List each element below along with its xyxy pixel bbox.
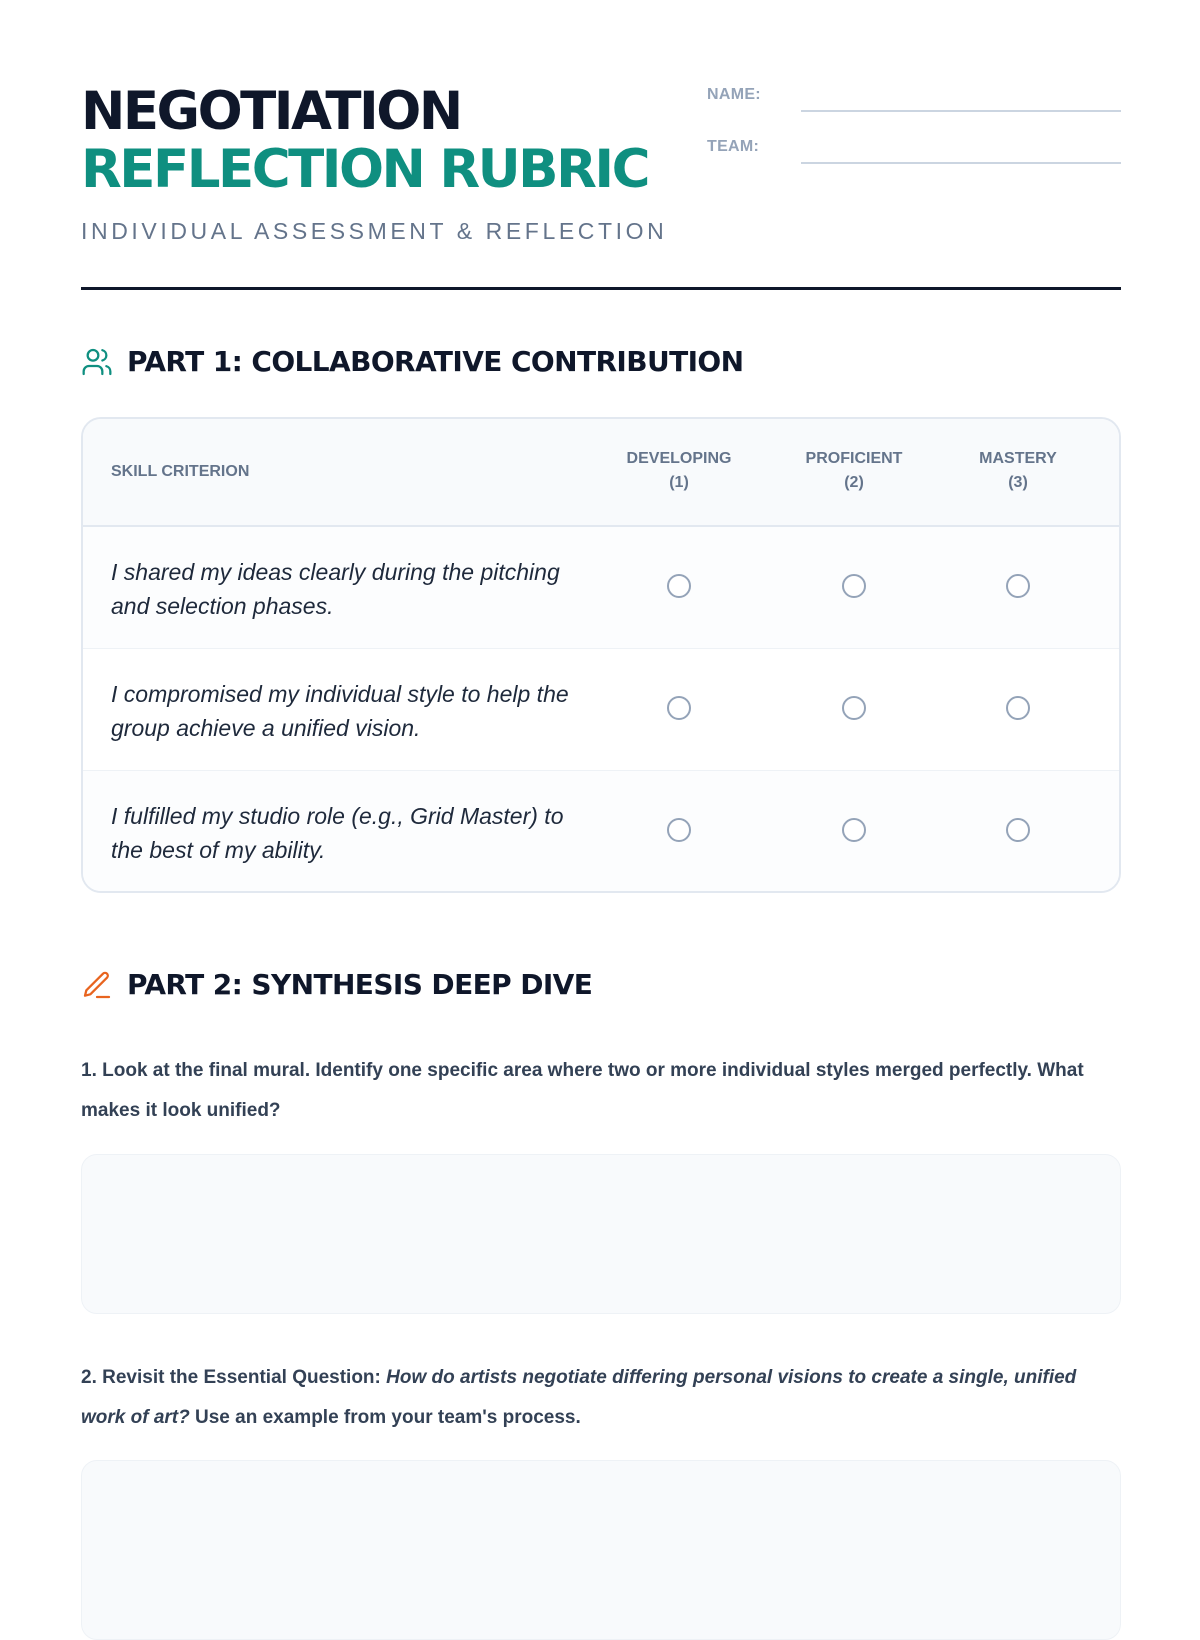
column-header-criterion: SKILL CRITERION: [111, 463, 250, 480]
name-field[interactable]: [801, 88, 1121, 112]
users-icon: [81, 346, 113, 378]
header-divider: [81, 287, 1121, 290]
criterion-text: I compromised my individual style to help the group achieve a unified vision.: [111, 681, 569, 741]
part1-title: PART 1: COLLABORATIVE CONTRIBUTION: [127, 345, 744, 378]
column-header-level-score: (1): [669, 474, 689, 491]
answer-box-1[interactable]: [81, 1154, 1121, 1314]
column-header-level-name: MASTERY: [979, 450, 1057, 467]
question-2-suffix: Use an example from your team's process.: [195, 1407, 581, 1428]
radio-mastery[interactable]: [1006, 696, 1030, 720]
rubric-body: [83, 527, 1119, 892]
question-1: 1. Look at the final mural. Identify one specific area where two or more individual styles merged perfectly. What makes it look unified?: [81, 1060, 1084, 1121]
table-row: [83, 649, 1119, 771]
name-label: NAME:: [707, 86, 761, 103]
column-header-level-name: DEVELOPING: [626, 450, 732, 467]
answer-box-2[interactable]: [81, 1460, 1121, 1640]
radio-mastery[interactable]: [1006, 574, 1030, 598]
part1-heading: [81, 345, 743, 378]
radio-proficient[interactable]: [842, 696, 866, 720]
criterion-text: I fulfilled my studio role (e.g., Grid Master) to the best of my ability.: [111, 803, 564, 863]
column-header-level-score: (2): [844, 474, 864, 491]
radio-proficient[interactable]: [842, 818, 866, 842]
part2-title: PART 2: SYNTHESIS DEEP DIVE: [127, 968, 593, 1001]
page-title-line-2: REFLECTION RUBRIC: [81, 139, 648, 200]
team-label: TEAM:: [707, 138, 760, 155]
question-2: [81, 1358, 1121, 1438]
question-2-prefix: 2. Revisit the Essential Question:: [81, 1367, 381, 1388]
column-header-developing: [609, 447, 749, 495]
team-field[interactable]: [801, 140, 1121, 164]
radio-developing[interactable]: [667, 574, 691, 598]
table-row: [83, 771, 1119, 892]
table-row: [83, 527, 1119, 649]
part2-heading: [81, 968, 592, 1001]
radio-proficient[interactable]: [842, 574, 866, 598]
column-header-level-name: PROFICIENT: [805, 450, 903, 467]
radio-developing[interactable]: [667, 696, 691, 720]
page-subtitle: INDIVIDUAL ASSESSMENT & REFLECTION: [81, 218, 668, 244]
column-header-mastery: [948, 447, 1088, 495]
pen-icon: [81, 969, 113, 1001]
essential-question: How do artists negotiate differing personal visions to create a single, unified work of art?: [81, 1367, 1077, 1428]
column-header-proficient: [784, 447, 924, 495]
column-header-level-score: (3): [1008, 474, 1028, 491]
page-title-line-1: NEGOTIATION: [81, 81, 461, 142]
rubric-table: [81, 417, 1121, 893]
criterion-text: I shared my ideas clearly during the pitching and selection phases.: [111, 559, 560, 619]
radio-mastery[interactable]: [1006, 818, 1030, 842]
radio-developing[interactable]: [667, 818, 691, 842]
rubric-header-row: [83, 419, 1119, 527]
